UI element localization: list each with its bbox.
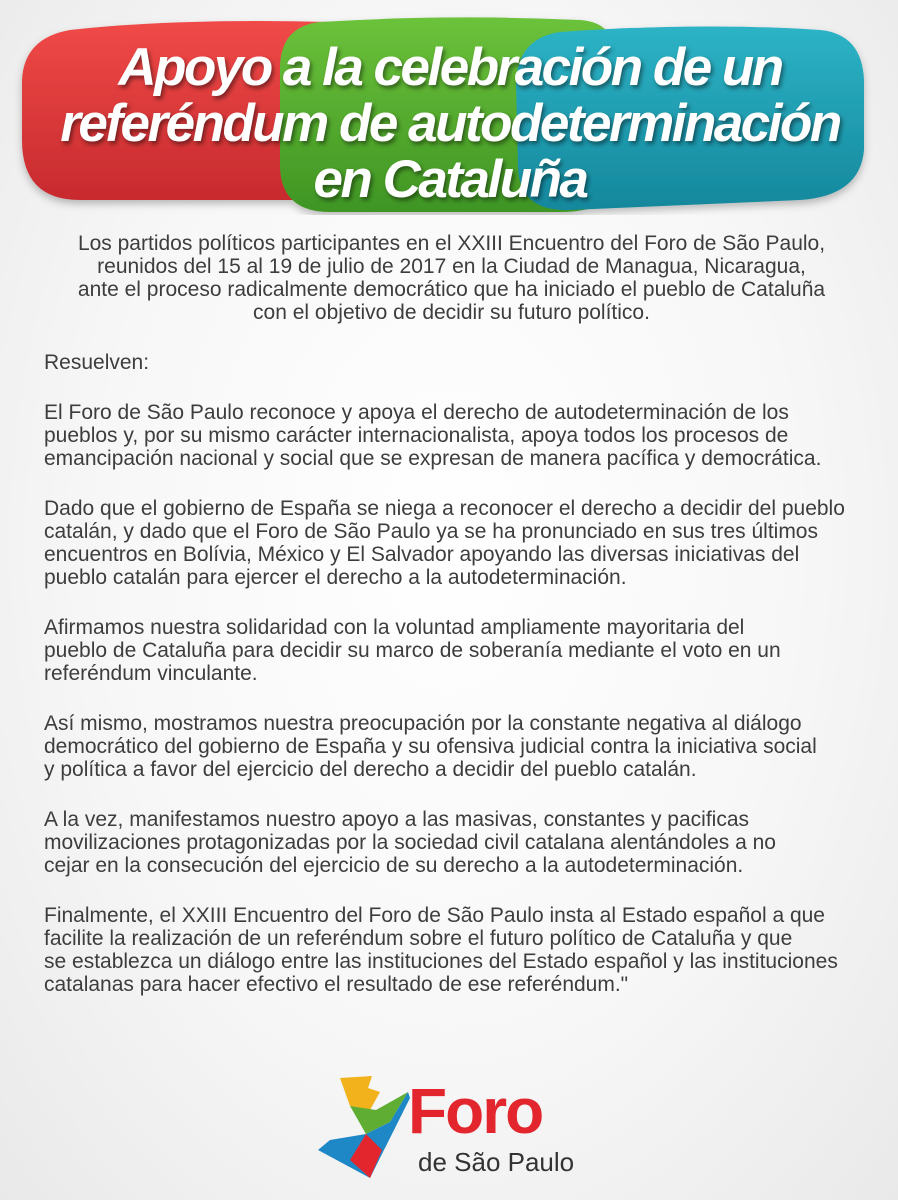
text-line: A la vez, manifestamos nuestro apoyo a las masivas, constantes y pacificas <box>44 808 750 831</box>
text-line: movilizaciones protagonizadas por la sociedad civil catalana alentándoles a no <box>44 831 776 854</box>
text-line: reunidos del 15 al 19 de julio de 2017 en la Ciudad de Managua, Nicaragua, <box>97 255 806 278</box>
resolution-text <box>44 232 859 1023</box>
text-line: democrático del gobierno de España y su ofensiva judicial contra la iniciativa social <box>44 735 817 758</box>
text-line: pueblo de Cataluña para decidir su marco de soberanía mediante el voto en un <box>44 639 781 662</box>
foro-logo <box>310 1070 610 1185</box>
paragraph-self-determination <box>44 401 859 470</box>
intro-paragraph <box>44 232 859 324</box>
text-line: se establezca un diálogo entre las instituciones del Estado español y las instituciones <box>44 950 838 973</box>
title-line: Apoyo a la celebración de un <box>118 38 782 97</box>
text-line: catalán, y dado que el Foro de São Paulo ya se ha pronunciado en sus tres últimos <box>44 520 818 543</box>
text-line: referéndum vinculante. <box>44 662 258 685</box>
text-line: Dado que el gobierno de España se niega a reconocer el derecho a decidir del pueblo <box>44 497 845 520</box>
title-banner <box>0 0 898 215</box>
text-line: con el objetivo de decidir su futuro político. <box>253 301 650 324</box>
text-line: Así mismo, mostramos nuestra preocupación por la constante negativa al diálogo <box>44 712 802 735</box>
page-title <box>40 40 860 208</box>
paragraph-spain-government <box>44 497 859 589</box>
logo-subtitle: de São Paulo <box>418 1147 575 1177</box>
text-line: Afirmamos nuestra solidaridad con la voluntad ampliamente mayoritaria del <box>44 616 745 639</box>
text-line: cejar en la consecución del ejercicio de su derecho a la autodeterminación. <box>44 854 744 877</box>
title-line: en Cataluña <box>313 150 587 209</box>
text-line: catalanas para hacer efectivo el resultado de ese referéndum." <box>44 973 629 996</box>
text-line: pueblos y, por su mismo carácter internacionalista, apoya todos los procesos de <box>44 424 789 447</box>
text-line: facilite la realización de un referéndum sobre el futuro político de Cataluña y que <box>44 927 793 950</box>
text-line: El Foro de São Paulo reconoce y apoya el derecho de autodeterminación de los <box>44 401 789 424</box>
text-line: Los partidos políticos participantes en el XXIII Encuentro del Foro de São Paulo, <box>77 232 826 255</box>
paragraph-concern <box>44 712 859 781</box>
text-line: emancipación nacional y social que se expresan de manera pacífica y democrática. <box>44 447 822 470</box>
paragraph-solidarity <box>44 616 859 685</box>
text-line: Resuelven: <box>44 351 150 374</box>
logo-wordmark: Foro <box>408 1075 543 1147</box>
paragraph-support <box>44 808 859 877</box>
title-line: referéndum de autodeterminación <box>60 94 840 153</box>
resolve-heading <box>44 351 859 374</box>
text-line: y política a favor del ejercicio del derecho a decidir del pueblo catalán. <box>44 758 697 781</box>
text-line: ante el proceso radicalmente democrático que ha iniciado el pueblo de Cataluña <box>77 278 826 301</box>
text-line: encuentros en Bolívia, México y El Salvador apoyando las diversas iniciativas del <box>44 543 800 566</box>
paragraph-conclusion <box>44 904 859 996</box>
text-line: pueblo catalán para ejercer el derecho a la autodeterminación. <box>44 566 627 589</box>
text-line: Finalmente, el XXIII Encuentro del Foro de São Paulo insta al Estado español a que <box>44 904 825 927</box>
latin-america-map-icon <box>310 1070 420 1180</box>
